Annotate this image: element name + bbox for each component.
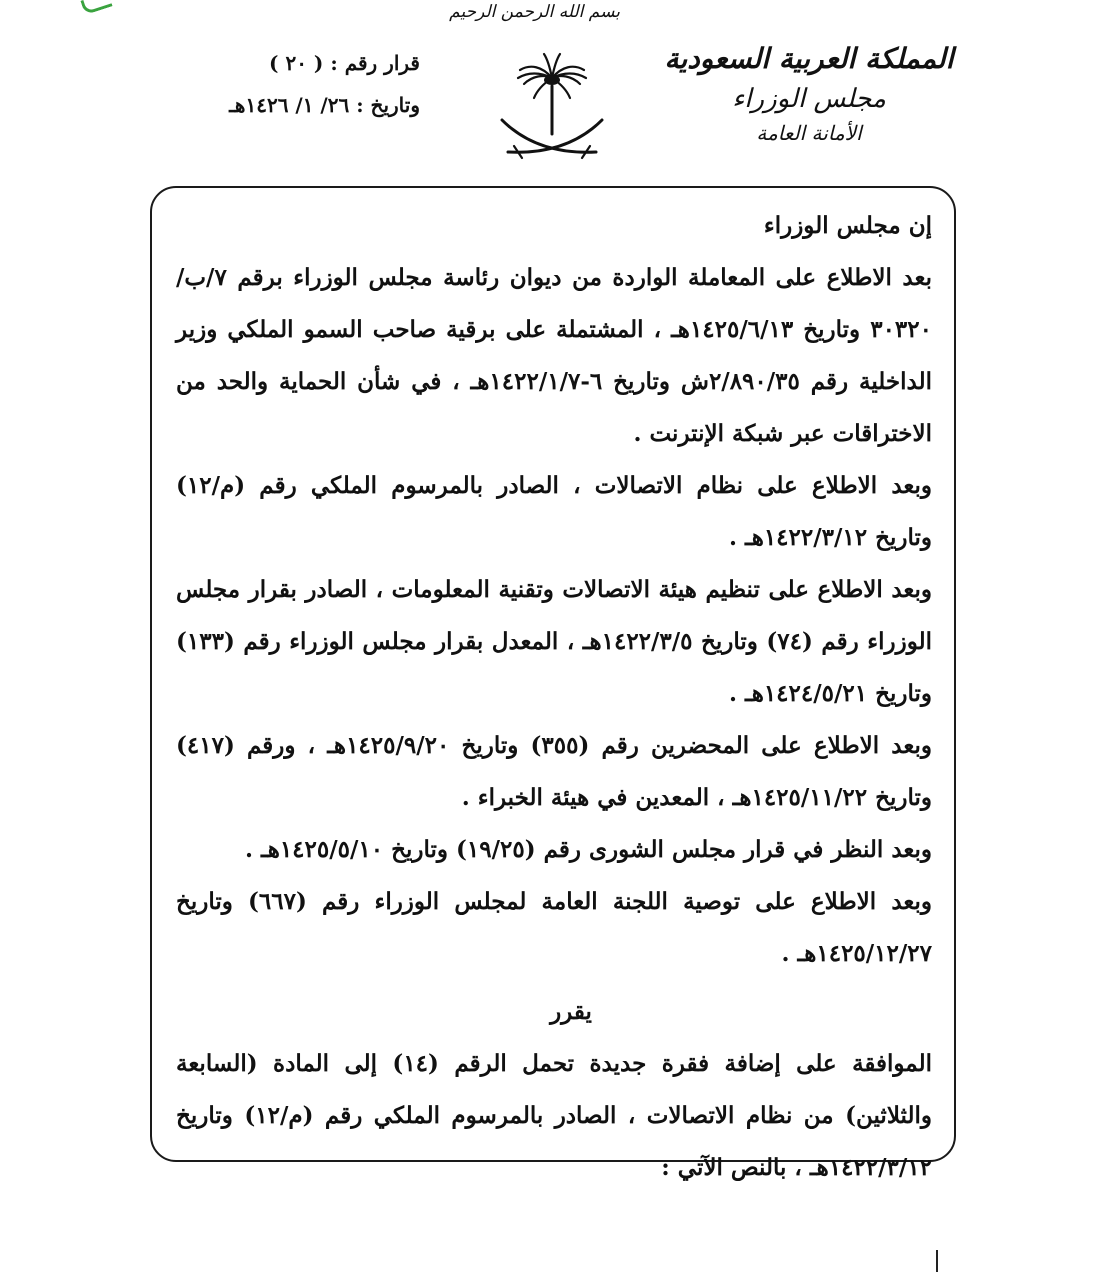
decision-reference [170,42,420,126]
paragraph-2: وبعد الاطلاع على نظام الاتصالات ، الصادر بالمرسوم الملكي رقم (م/١٢) وتاريخ ١٤٢٢/٣/١٢هـ . [176,472,932,551]
corner-stamp-mark [80,0,112,15]
basmala: بسم الله الرحمن الرحيم [449,2,620,22]
paragraph-1: بعد الاطلاع على المعاملة الواردة من ديوان رئاسة مجلس الوزراء برقم ٧/ب/٣٠٣٢٠ وتاريخ ١٤٢٥/٦/١٣هـ ، المشتملة على برقية صاحب السمو الملكي وزير الداخلية رقم ٢/٨٩٠/٣٥ش وتاريخ ٦-١٤٢٢/١/٧هـ ، في شأن الحماية والحد من الاختراقات عبر شبكة الإنترنت . [176,264,932,447]
document-body [176,200,932,1194]
secretariat-name: الأمانة العامة [756,121,862,145]
decides-heading: يقرر [550,998,592,1025]
saudi-emblem-icon [496,48,608,166]
decision-number: قرار رقم : ( ٢٠ ) [269,51,420,75]
decision-date: وتاريخ : ٢٦/ ١/ ١٤٢٦هـ [229,93,420,117]
decision-text: الموافقة على إضافة فقرة جديدة تحمل الرقم (١٤) إلى المادة (السابعة والثلاثين) من نظام الاتصالات ، الصادر بالمرسوم الملكي رقم (م/١٢) وتاريخ ١٤٢٢/٣/١٢هـ ، بالنص الآتي : [176,1050,932,1181]
kingdom-name: المملكة العربية السعودية [664,42,954,75]
paragraph-3: وبعد الاطلاع على تنظيم هيئة الاتصالات وتقنية المعلومات ، الصادر بقرار مجلس الوزراء رقم (٧٤) وتاريخ ١٤٢٢/٣/٥هـ ، المعدل بقرار مجلس الوزراء رقم (١٣٣) وتاريخ ١٤٢٤/٥/٢١هـ . [176,576,932,707]
paragraph-5: وبعد النظر في قرار مجلس الشورى رقم (١٩/٢٥) وتاريخ ١٤٢٥/٥/١٠هـ . [244,836,932,863]
paragraph-6: وبعد الاطلاع على توصية اللجنة العامة لمجلس الوزراء رقم (٦٦٧) وتاريخ ١٤٢٥/١٢/٢٧هـ . [176,888,932,967]
paragraph-4: وبعد الاطلاع على المحضرين رقم (٣٥٥) وتاريخ ١٤٢٥/٩/٢٠هـ ، ورقم (٤١٧) وتاريخ ١٤٢٥/١١/٢٢هـ ، المعدين في هيئة الخبراء . [176,732,932,811]
opening-line: إن مجلس الوزراء [763,212,932,239]
footer-mark [936,1250,938,1272]
letterhead-right [659,38,959,148]
council-name: مجلس الوزراء [732,84,886,114]
